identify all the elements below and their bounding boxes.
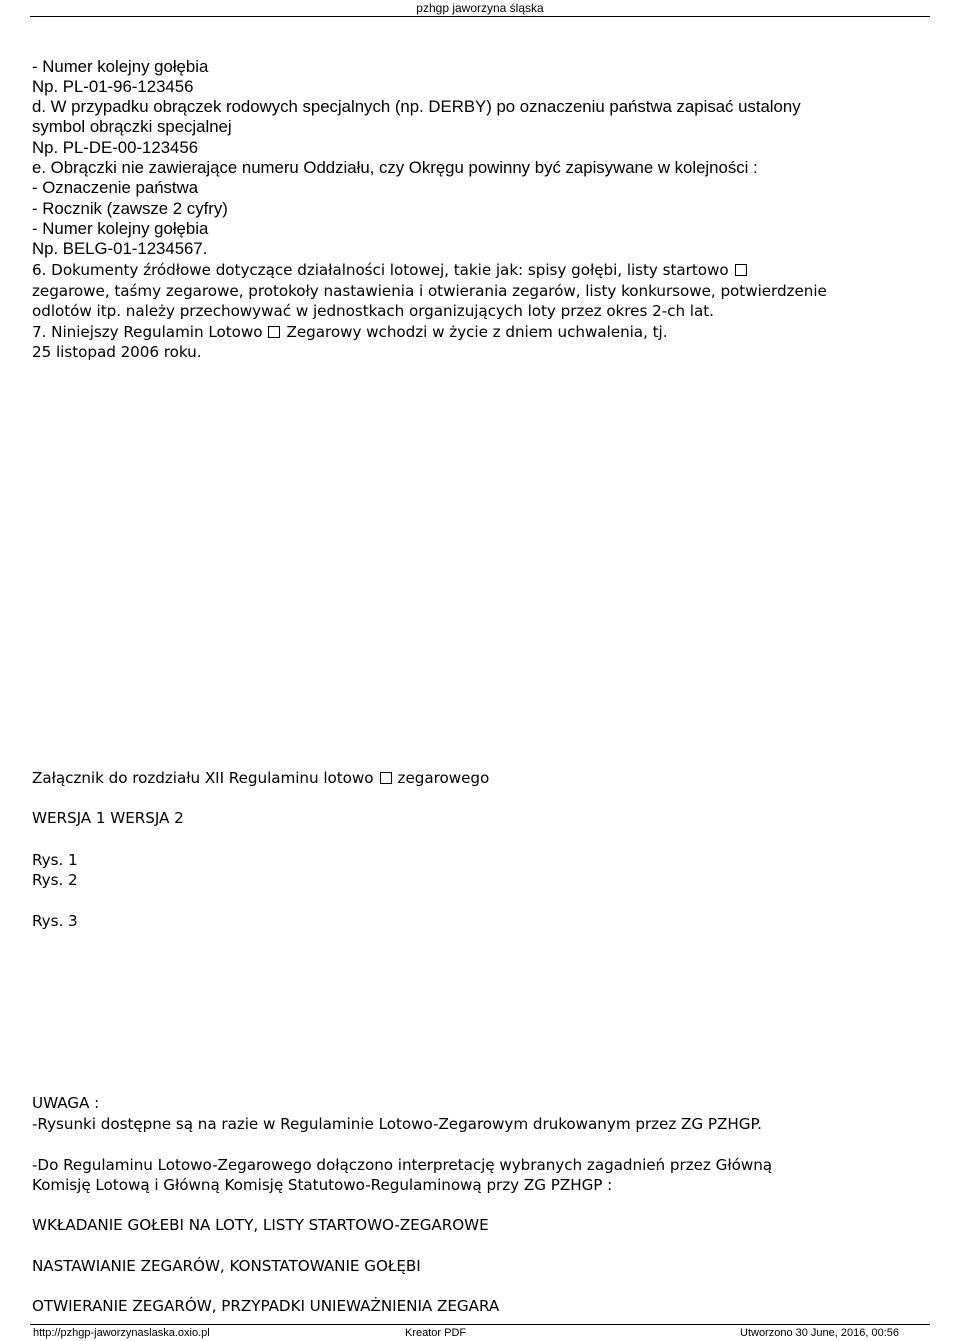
footer-created-timestamp: Utworzono 30 June, 2016, 00:56	[740, 1327, 900, 1339]
text-line: symbol obrączki specjalnej	[32, 117, 232, 136]
header-rule	[30, 16, 930, 17]
missing-glyph-box-icon	[735, 264, 747, 276]
text-segment: Zegarowy wchodzi w życie z dniem uchwalenia, tj.	[286, 323, 668, 341]
text-segment: Załącznik do rozdziału XII Regulaminu lotowo	[32, 769, 374, 787]
text-segment: 6. Dokumenty źródłowe dotyczące działalności lotowej, takie jak: spisy gołębi, listy startowo	[32, 261, 729, 279]
text-line: WKŁADANIE GOŁEBI NA LOTY, LISTY STARTOWO-ZEGAROWE	[32, 1216, 489, 1234]
footer-rule	[30, 1324, 930, 1325]
text-line: UWAGA :	[32, 1094, 100, 1112]
text-line: OTWIERANIE ZEGARÓW, PRZYPADKI UNIEWAŻNIENIA ZEGARA	[32, 1297, 500, 1315]
text-line: - Numer kolejny gołębia	[32, 219, 209, 238]
text-line: Rys. 2	[32, 871, 78, 889]
text-line: Komisję Lotową i Główną Komisję Statutowo-Regulaminową przy ZG PZHGP :	[32, 1176, 613, 1194]
text-line: -Do Regulaminu Lotowo-Zegarowego dołączono interpretację wybranych zagadnień przez Główną	[32, 1156, 773, 1174]
text-line: - Rocznik (zawsze 2 cyfry)	[32, 199, 228, 218]
text-line	[32, 768, 489, 788]
text-line: Np. BELG-01-1234567.	[32, 239, 208, 258]
text-line	[32, 260, 753, 280]
text-line: Np. PL-DE-00-123456	[32, 138, 199, 157]
text-segment: 7. Niniejszy Regulamin Lotowo	[32, 323, 263, 341]
text-line	[32, 322, 667, 342]
missing-glyph-box-icon	[268, 326, 280, 338]
text-line: e. Obrączki nie zawierające numeru Oddziału, czy Okręgu powinny być zapisywane w kolejności :	[32, 158, 758, 177]
text-line: -Rysunki dostępne są na razie w Regulaminie Lotowo-Zegarowym drukowanym przez ZG PZHGP.	[32, 1115, 762, 1133]
text-segment: zegarowego	[397, 769, 490, 787]
text-line: - Numer kolejny gołębia	[32, 57, 209, 76]
footer-creator: Kreator PDF	[405, 1327, 467, 1339]
page-header-title: pzhgp jaworzyna śląska	[416, 1, 544, 15]
text-line: zegarowe, taśmy zegarowe, protokoły nastawienia i otwierania zegarów, listy konkursowe, potwierdzenie	[32, 282, 827, 300]
text-line: Rys. 3	[32, 912, 78, 930]
text-line: WERSJA 1 WERSJA 2	[32, 809, 184, 827]
text-line: Rys. 1	[32, 851, 78, 869]
text-line: d. W przypadku obrączek rodowych specjalnych (np. DERBY) po oznaczeniu państwa zapisać ustalony	[32, 97, 801, 116]
text-line: 25 listopad 2006 roku.	[32, 343, 202, 361]
text-line: Np. PL-01-96-123456	[32, 77, 194, 96]
text-line: NASTAWIANIE ZEGARÓW, KONSTATOWANIE GOŁĘBI	[32, 1257, 421, 1275]
text-line: odlotów itp. należy przechowywać w jednostkach organizujących loty przez okres 2-ch lat.	[32, 302, 714, 320]
missing-glyph-box-icon	[380, 772, 392, 784]
footer-url: http://pzhgp-jaworzynaslaska.oxio.pl	[33, 1327, 210, 1339]
text-line: - Oznaczenie państwa	[32, 178, 199, 197]
